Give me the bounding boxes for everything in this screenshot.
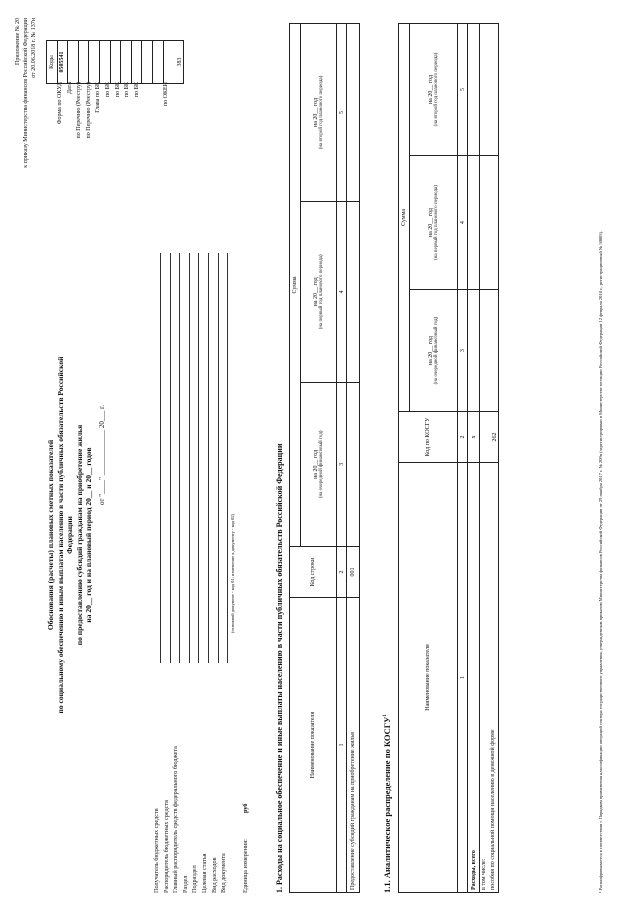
s11-col-sum: Сумма (399, 24, 410, 412)
s1-col-y3 (301, 24, 337, 202)
s1-row-y1 (347, 382, 360, 546)
section11-footnote-mark: 1 (383, 714, 389, 717)
s1-col-name: Наименование показателя (290, 598, 337, 893)
header-field-row (190, 253, 200, 893)
s1-row-y2 (347, 201, 360, 382)
codes-table (46, 40, 184, 84)
code-value-6 (121, 41, 132, 84)
code-value-1 (68, 41, 79, 84)
s11-row-y2 (468, 156, 480, 290)
header-field-label: Целевая статья (200, 853, 208, 893)
s1-num-2: 2 (337, 547, 347, 598)
code-value-7 (131, 41, 142, 84)
title-line-4: на 20__ год и на плановый период 20__ и 20__ годов (84, 447, 93, 623)
code-label-3: по Перечню (Реестру) (85, 82, 92, 139)
code-label-9 (142, 82, 152, 138)
header-field-line (160, 253, 161, 663)
header-field-line (208, 253, 209, 663)
s11-row-y2 (480, 156, 499, 290)
header-field-label: Распорядитель бюджетных средств (162, 799, 170, 893)
code-label-1: Дата (66, 82, 73, 94)
s11-y2-label: на 20__ год (428, 208, 435, 238)
s11-num-1: 1 (458, 463, 468, 893)
s1-y3-sub: (на второй год планового периода) (319, 75, 325, 150)
header-field-row (200, 253, 210, 893)
s11-col-y2 (410, 156, 458, 290)
s11-row-name: пособия по социальной помощи населению в денежной форме (488, 463, 499, 893)
code-label-4: Глава по БК (95, 82, 102, 113)
code-value-5 (110, 41, 121, 84)
code-label-0: Форма по ОКУД (57, 82, 63, 125)
header-field-row (210, 253, 220, 893)
codes-labels (56, 82, 171, 138)
s11-num-3: 3 (458, 290, 468, 412)
s1-row-y3 (347, 24, 360, 202)
header-field-line (189, 253, 190, 663)
code-value-3 (89, 41, 100, 84)
footnote: ¹ Расшифровывается в соответствии с Порядком применения классификации операций сектора государственного управления, утвержденным приказом Министерства финансов Российской Федерации от 29 ноября 2017 г. № 209н (зарегистрирован в Министерстве юстиции Российской Федерации 12 февраля 2018 г., регистрационный № 50003). (598, 230, 603, 893)
s11-y3-sub: (на второй год планового периода) (434, 52, 440, 127)
s1-col-code: Код строки (290, 547, 337, 598)
s11-row-y1 (480, 290, 499, 412)
section1-table (289, 23, 360, 893)
s11-row-code: x (468, 412, 480, 463)
header-field-row (219, 253, 229, 893)
code-value-10: 383 (163, 41, 183, 84)
s11-num-5: 5 (458, 24, 468, 156)
header-field-line (227, 253, 228, 663)
s1-col-y2 (301, 201, 337, 382)
section1-title: 1. Расходы на социальное обеспечение и иные выплаты населению в части публичных обязательств Российской Федерации (275, 443, 284, 893)
code-value-0: 0505541 (57, 41, 68, 84)
s1-num-3: 3 (337, 382, 347, 546)
s1-y1-sub: (на очередной финансовый год) (319, 430, 325, 499)
header-field-row (181, 253, 191, 893)
code-label-5: по БК (104, 82, 111, 98)
s1-col-sum: Сумма (290, 24, 301, 547)
doc-type-note: (основной документ - код 01; изменение к документу - код 02) (229, 513, 235, 633)
s11-row-code: 262 (480, 412, 499, 463)
header-field-line (198, 253, 199, 663)
section11-title-text: 1.1. Аналитическое распределение по КОСГУ (382, 716, 392, 893)
code-value-2 (78, 41, 89, 84)
code-label-7: по БК (124, 82, 131, 98)
header-field-label: Вид расходов (210, 857, 218, 893)
approval-line-2: к приказу Министерства финансов Российской Федерации (23, 18, 29, 168)
s11-row-name: в том числе: (480, 463, 489, 893)
approval-line-1: Приложение № 20 (15, 18, 21, 65)
header-field-label: Вид документа (220, 853, 228, 893)
unit-value: руб (241, 803, 249, 813)
header-fields (152, 253, 250, 893)
s1-y2-label: на 20__ год (313, 277, 320, 307)
code-label-2: по Перечню (Реестру) (76, 82, 83, 139)
s11-y1-sub: (на очередной финансовый год) (434, 316, 440, 385)
header-field-row (171, 253, 181, 893)
header-field-label: Главный распорядитель средств федерального бюджета (172, 746, 180, 893)
header-field-label: Раздел (181, 875, 189, 893)
s1-row-name: Предоставление субсидий гражданам на приобретение жилья (347, 598, 360, 893)
s11-y3-label: на 20__ год (428, 74, 435, 105)
date-line: от "____" _____________ 20___ г. (98, 404, 106, 505)
s1-y1-label: на 20__ год (313, 449, 320, 479)
s1-y2-sub: (на первый год планового периода) (319, 254, 325, 330)
s11-num-4: 4 (458, 156, 468, 290)
s11-row-y3 (468, 24, 480, 156)
s11-col-code: Код по КОСГУ (399, 412, 458, 463)
s11-col-name: Наименование показателя (399, 463, 458, 893)
title-line-2: по социальному обеспечению и иным выплатам населению в части публичных обязательств Российской Федерации (55, 356, 74, 714)
s1-num-1: 1 (337, 598, 347, 893)
s11-col-y1 (410, 290, 458, 412)
s11-row-y1 (468, 290, 480, 412)
header-field-label: Подраздел (191, 865, 199, 893)
s11-num-2: 2 (458, 412, 468, 463)
s1-num-4: 4 (337, 201, 347, 382)
header-field-label: Получатель бюджетных средств (153, 808, 160, 893)
code-value-9 (152, 41, 163, 84)
approval-stamp (14, 18, 38, 318)
unit-label: Единица измерения: (241, 839, 249, 893)
s11-y2-sub: (на первый год планового периода) (434, 185, 440, 261)
codes-header: Коды (47, 41, 58, 84)
s1-row-code: 001 (347, 547, 360, 598)
header-field-line (179, 253, 180, 663)
code-label-6: по БК (114, 82, 121, 98)
header-field-line (170, 253, 171, 663)
approval-line-3: от 20.06.2018 г. № 137н (31, 18, 37, 78)
s1-col-y1 (301, 382, 337, 546)
s11-y1-label: на 20__ год (428, 336, 435, 366)
unit-row (241, 253, 251, 893)
section11-title (382, 714, 392, 893)
header-field-row (162, 253, 172, 893)
s11-col-y3 (410, 24, 458, 156)
title-line-3: по предоставлению субсидий гражданам на приобретение жилья (74, 424, 84, 646)
section11-table (398, 23, 499, 893)
title-line-1: Обоснования (расчеты) плановых сметных показателей (46, 439, 55, 631)
s1-y3-label: на 20__ год (313, 97, 320, 128)
code-label-8: по БК (133, 82, 140, 98)
form-title (46, 345, 94, 725)
s11-row-y3 (480, 24, 499, 156)
code-label-10: по ОКЕИ (162, 82, 169, 107)
header-field-row (152, 253, 162, 893)
s11-row-name: Расходы, всего (468, 463, 480, 893)
code-value-8 (142, 41, 153, 84)
header-field-line (218, 253, 219, 663)
s1-num-5: 5 (337, 24, 347, 202)
code-value-4 (99, 41, 110, 84)
